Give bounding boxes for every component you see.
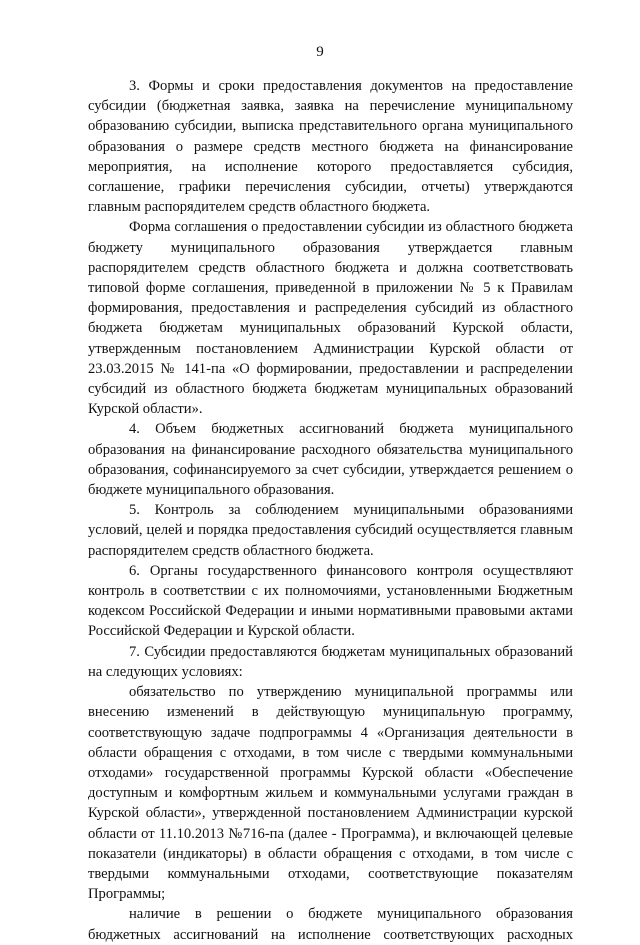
paragraph-agreement-form: Форма соглашения о предоставлении субсидии из областного бюджета бюджету муниципального образования утверждается главным распорядителем средств областного бюджета и должна соответствовать типовой форме соглашения, приведенной в приложении № 5 к Правилам формирования, предоставления и распределения субсидий из областного бюджета бюджетам муниципальных образований Курской области, утвержденным постановлением Администрации Курской области от 23.03.2015 № 141-па «О формировании, предоставлении и распределении субсидий из областного бюджета бюджетам муниципальных образований Курской области».	[88, 219, 573, 418]
paragraph-7-conditions: 7. Субсидии предоставляются бюджетам муниципальных образований на следующих условиях:	[88, 643, 573, 680]
paragraph-6-financial-control: 6. Органы государственного финансового контроля осуществляют контроль в соответствии с их полномочиями, установленными Бюджетным кодексом Российской Федерации и иными нормативными правовыми актами Российской Федерации и Курской области.	[88, 562, 573, 640]
paragraph-4-budget-volume: 4. Объем бюджетных ассигнований бюджета муниципального образования на финансирование расходного обязательства муниципального образования, софинансируемого за счет субсидии, утверждается решением о бюджете муниципального образования.	[88, 421, 573, 499]
document-body	[88, 76, 573, 945]
paragraph-condition-budget: наличие в решении о бюджете муниципального образования бюджетных ассигнований на исполнение соответствующих расходных	[88, 906, 573, 943]
page-number: 9	[316, 44, 324, 60]
paragraph-3-documents: 3. Формы и сроки предоставления документов на предоставление субсидии (бюджетная заявка, заявка на перечисление муниципальному образованию субсидии, выписка представительного органа муниципального образования о размере средств местного бюджета на финансирование мероприятия, на исполнение которого предоставляется субсидия, соглашение, графики перечисления субсидии, отчеты) утверждаются главным распорядителем средств областного бюджета.	[88, 78, 573, 216]
paragraph-condition-program: обязательство по утверждению муниципальной программы или внесению изменений в действующую муниципальную программу, соответствующую задаче подпрограммы 4 «Организация деятельности в области обращения с отходами, в том числе с твердыми коммунальными отходами» государственной программы Курской области «Обеспечение доступным и комфортным жильем и коммунальными услугами граждан в Курской области», утвержденной постановлением Администрации курской области от 11.10.2013 №716-па (далее - Программа), и включающей целевые показатели (индикаторы) в области обращения с отходами, в том числе с твердыми коммунальными отходами, соответствующие показателям Программы;	[88, 684, 573, 903]
paragraph-5-control: 5. Контроль за соблюдением муниципальными образованиями условий, целей и порядка предоставления субсидий осуществляется главным распорядителем средств областного бюджета.	[88, 502, 573, 559]
